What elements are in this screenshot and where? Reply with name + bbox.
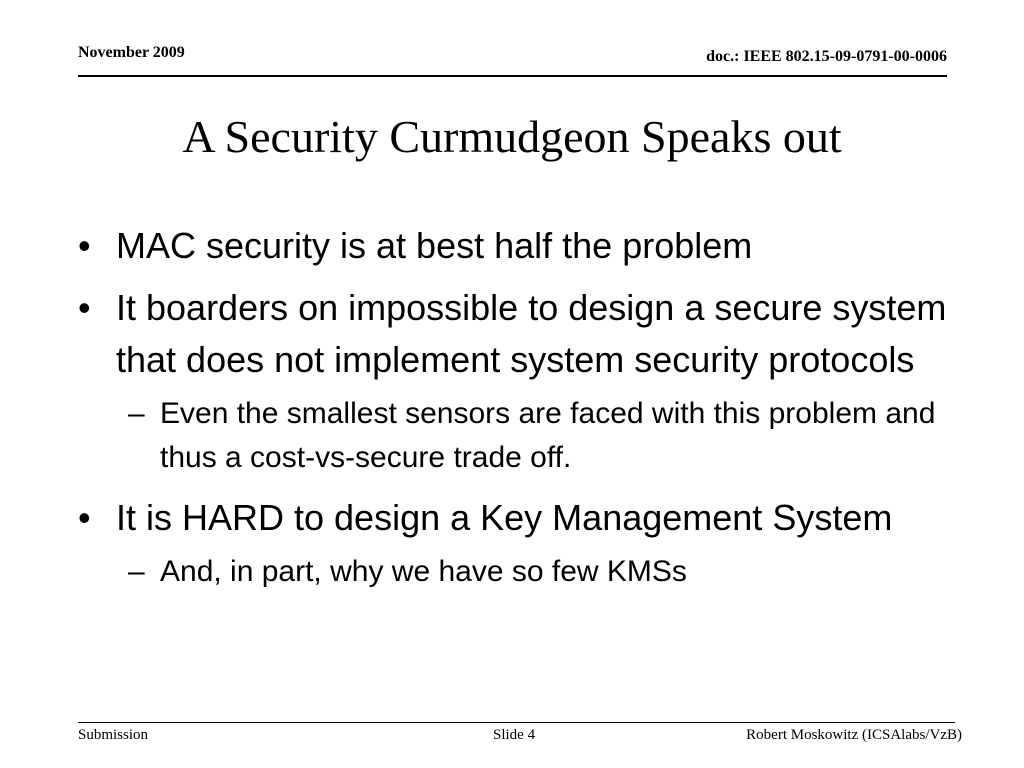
footer-slide-number: Slide 4 xyxy=(493,727,536,743)
bullet-text: It is HARD to design a Key Management System xyxy=(116,497,893,538)
bullet-item xyxy=(78,220,958,272)
sub-bullet-text: And, in part, why we have so few KMSs xyxy=(160,555,687,588)
bullet-item xyxy=(78,492,958,544)
bullet-text: MAC security is at best half the problem xyxy=(116,225,753,266)
bullet-item xyxy=(78,282,958,386)
header-date: November 2009 xyxy=(78,44,185,61)
header-doc-id: doc.: IEEE 802.15-09-0791-00-0006 xyxy=(706,48,947,65)
sub-bullet-item xyxy=(128,392,958,480)
footer-submission: Submission xyxy=(78,727,149,743)
footer-author: Robert Moskowitz (ICSAlabs/VzB) xyxy=(746,727,962,743)
slide-title: A Security Curmudgeon Speaks out xyxy=(182,111,842,162)
bullet-marker: • xyxy=(78,225,91,266)
bullet-text: It boarders on impossible to design a secure system that does not implement system security protocols xyxy=(116,287,947,380)
footer-divider xyxy=(78,722,955,723)
sub-bullet-item xyxy=(128,550,958,594)
dash-marker: – xyxy=(128,397,145,430)
bullet-marker: • xyxy=(78,287,91,328)
header-divider xyxy=(78,75,947,77)
dash-marker: – xyxy=(128,555,145,588)
sub-bullet-text: Even the smallest sensors are faced with this problem and thus a cost-vs-secure trade off. xyxy=(160,397,936,474)
bullet-marker: • xyxy=(78,497,91,538)
slide-body xyxy=(78,220,958,606)
